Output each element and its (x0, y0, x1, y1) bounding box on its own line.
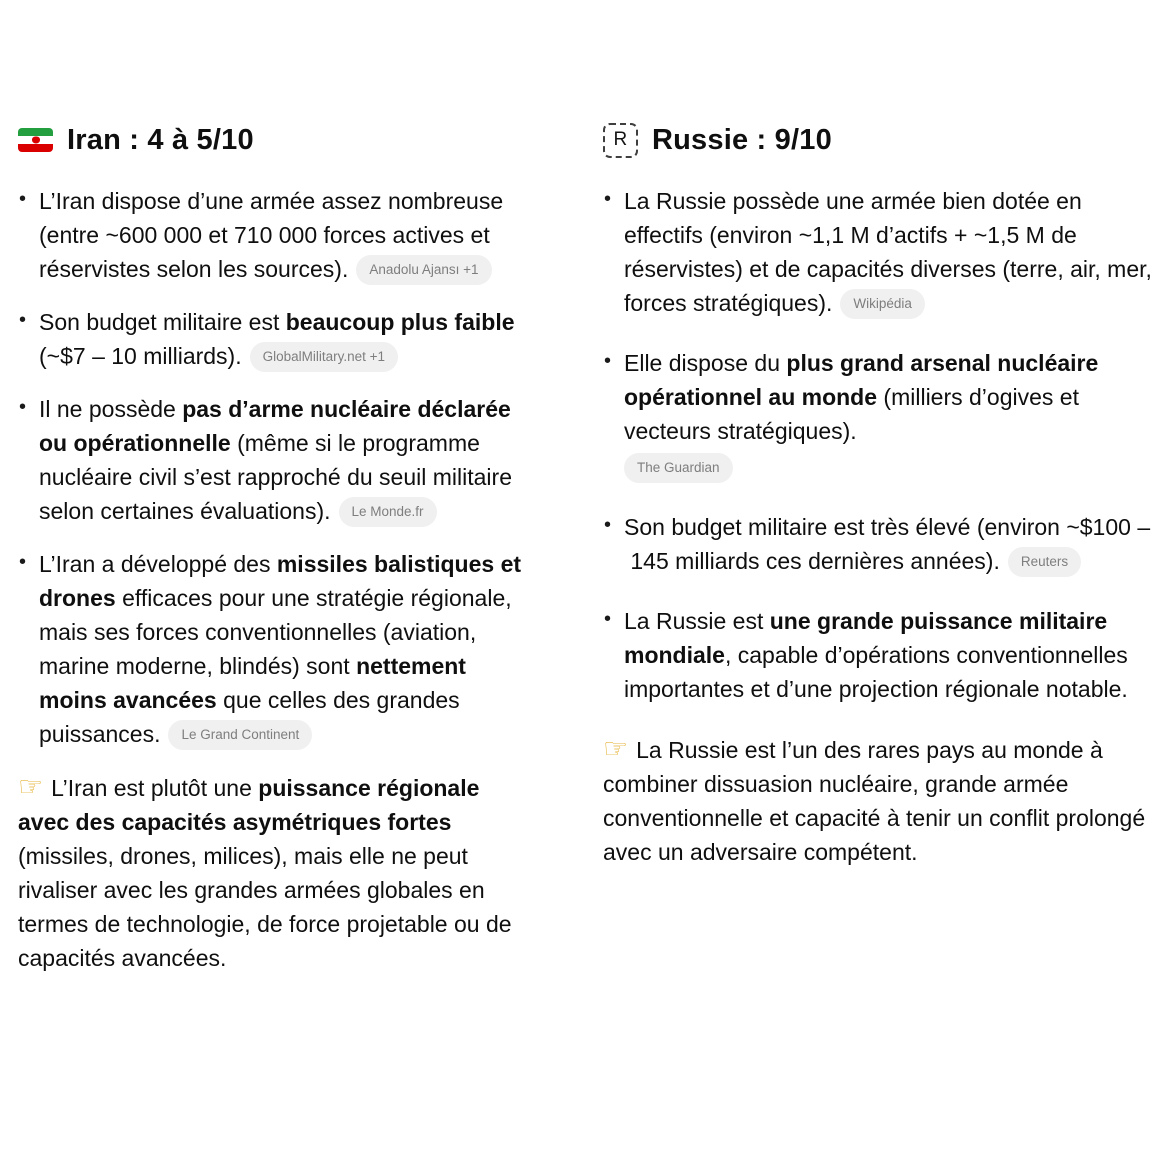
bold-text: plus grand arsenal nucléaire opérationnel au monde (624, 350, 1099, 410)
bullet-marker: • (19, 551, 27, 573)
bullet-text (39, 309, 515, 369)
body-text: Son budget militaire est très élevé (environ ~$100 – 145 milliards ces dernières années). (624, 514, 1151, 574)
bullet-text (624, 608, 1128, 702)
body-text: L’Iran dispose d’une armée assez nombreuse (entre ~600 000 et 710 000 forces actives et réservistes selon les sources). (39, 188, 504, 282)
bold-text: nettement moins avancées (39, 653, 466, 713)
bullet-item (18, 305, 536, 373)
bullet-marker: • (19, 309, 27, 331)
bullet-text (39, 396, 512, 524)
bold-text: beaucoup plus faible (285, 309, 515, 335)
bullet-text (39, 551, 521, 747)
source-pill[interactable]: Le Monde.fr (339, 497, 437, 527)
bold-text: puissance régionale avec des capacités asymétriques fortes (18, 775, 480, 835)
bold-text: pas d’arme nucléaire déclarée ou opérationnelle (39, 396, 511, 456)
bullet-item (603, 184, 1156, 320)
body-text: efficaces pour une stratégie régionale, mais ses forces conventionnelles (aviation, marine moderne, blindés) sont (39, 585, 512, 679)
body-text: (même si le programme nucléaire civil s’est rapproché du seuil militaire selon certaines évaluations). (39, 430, 512, 524)
source-pill[interactable]: Le Grand Continent (168, 720, 312, 750)
bullet-text (39, 188, 503, 282)
body-text: La Russie possède une armée bien dotée en effectifs (environ ~1,1 M d’actifs + ~1,5 M de réservistes) et de capacités diverses (terre, air, mer, forces stratégiques). (624, 188, 1152, 316)
body-text: Il ne possède (39, 396, 183, 422)
bullet-item (18, 392, 536, 528)
pointing-right-icon: ☞ (603, 732, 629, 765)
iran-summary (18, 770, 536, 975)
bullet-marker: • (604, 608, 612, 630)
bullet-item (603, 510, 1156, 578)
body-text: Son budget militaire est (39, 309, 286, 335)
bullet-item (603, 604, 1156, 706)
bullet-marker: • (19, 188, 27, 210)
russie-summary (603, 732, 1156, 869)
body-text: (milliers d’ogives et vecteurs stratégiques). (624, 384, 1079, 444)
bullet-item (18, 184, 536, 286)
bullet-item (603, 346, 1156, 484)
pointing-right-icon: ☞ (18, 770, 44, 803)
bullet-text (624, 350, 1098, 480)
body-text: La Russie est (624, 608, 770, 634)
source-pill[interactable]: GlobalMilitary.net +1 (250, 342, 398, 372)
russie-heading-text: Russie : 9/10 (652, 124, 832, 156)
bold-text: missiles balistiques et drones (39, 551, 522, 611)
russie-section (603, 122, 1156, 869)
bold-text: une grande puissance militaire mondiale (624, 608, 1108, 668)
body-text: que celles des grandes puissances. (39, 687, 460, 747)
iran-bullet-list (18, 184, 536, 751)
bullet-text (624, 188, 1152, 316)
iran-summary-text (18, 775, 512, 971)
bullet-text (624, 514, 1150, 574)
body-text: (missiles, drones, milices), mais elle ne peut rivaliser avec les grandes armées globales en termes de technologie, de force projetable ou de capacités avancées. (18, 843, 512, 971)
source-pill[interactable]: The Guardian (624, 453, 733, 483)
body-text: (~$7 – 10 milliards). (39, 343, 242, 369)
bullet-marker: • (604, 188, 612, 210)
body-text: L’Iran a développé des (39, 551, 277, 577)
russie-heading (603, 122, 1156, 158)
iran-section (18, 122, 536, 1042)
bullet-marker: • (604, 514, 612, 536)
iran-heading (18, 122, 536, 158)
regional-indicator-r-icon: R (603, 123, 638, 158)
bullet-marker: • (604, 350, 612, 372)
bullet-item (18, 547, 536, 751)
body-text: L’Iran est plutôt une (51, 775, 259, 801)
source-pill[interactable]: Anadolu Ajansı +1 (356, 255, 491, 285)
source-pill[interactable]: Wikipédia (840, 289, 925, 319)
iran-flag-icon (18, 128, 53, 152)
body-text: La Russie est l’un des rares pays au monde à combiner dissuasion nucléaire, grande armée conventionnelle et capacité à tenir un conflit prolongé avec un adversaire compétent. (603, 737, 1146, 865)
source-pill[interactable]: Reuters (1008, 547, 1081, 577)
body-text: Elle dispose du (624, 350, 787, 376)
russie-bullet-list (603, 184, 1156, 706)
bullet-marker: • (19, 396, 27, 418)
body-text: , capable d’opérations conventionnelles importantes et d’une projection régionale notable. (624, 642, 1128, 702)
russie-summary-text (603, 737, 1145, 865)
iran-heading-text: Iran : 4 à 5/10 (67, 124, 254, 156)
